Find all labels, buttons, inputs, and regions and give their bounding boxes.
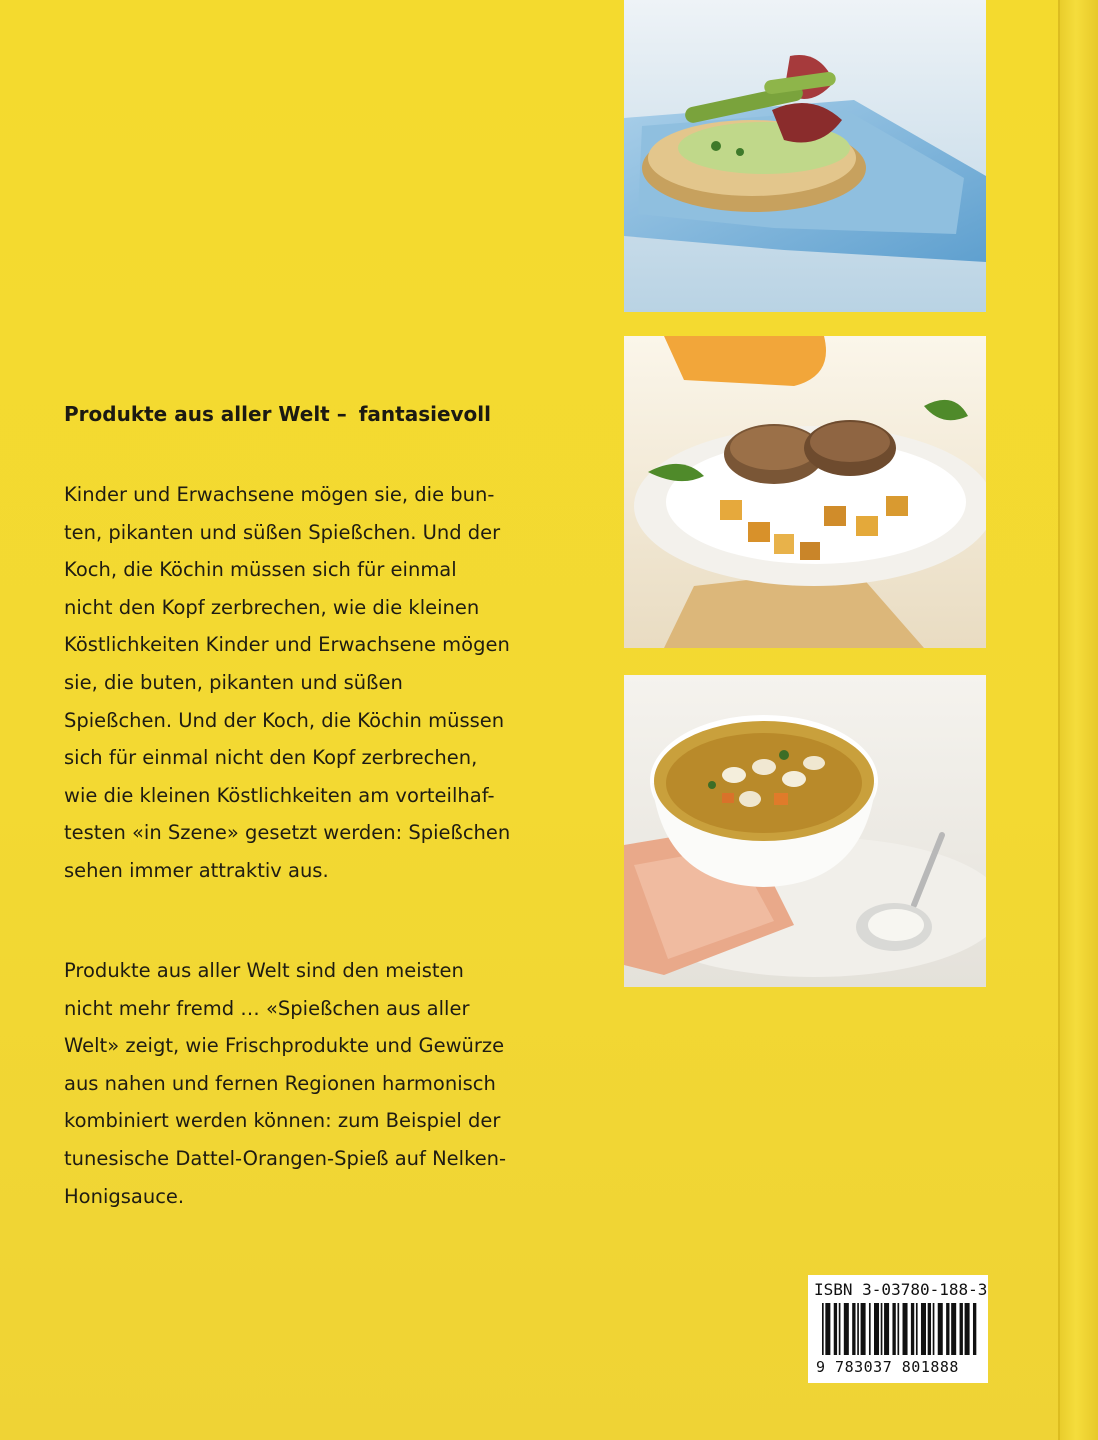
- cover-spine-edge: [1058, 0, 1098, 1440]
- barcode-bar: [874, 1303, 879, 1355]
- barcode-bar: [825, 1303, 830, 1355]
- barcode-bar: [946, 1303, 949, 1355]
- text-line: tunesische Dattel-Orangen-Spieß auf Nelken-: [64, 1146, 507, 1170]
- text-line: Spießchen. Und der Koch, die Köchin müssen: [64, 708, 505, 732]
- barcode-bar: [822, 1303, 824, 1355]
- text-line: testen «in Szene» gesetzt werden: Spießchen: [64, 821, 511, 845]
- text-line: Honigsauce.: [64, 1184, 185, 1208]
- heading-part-2: fantasievoll: [358, 402, 492, 426]
- barcode-bar: [960, 1303, 963, 1355]
- text-line: wie die kleinen Köstlichkeiten am vorteilhaf-: [64, 783, 495, 807]
- text-line: sich für einmal nicht den Kopf zerbrechen,: [64, 746, 478, 770]
- barcode-bar: [834, 1303, 837, 1355]
- barcode-bar: [881, 1303, 883, 1355]
- text-line: sie, die buten, pikanten und süßen: [64, 670, 403, 694]
- barcode-bar: [921, 1303, 926, 1355]
- barcode-bar: [938, 1303, 943, 1355]
- text-line: Koch, die Köchin müssen sich für einmal: [64, 558, 457, 582]
- barcode-bar: [951, 1303, 956, 1355]
- barcode-digits: 9 783037 801888: [816, 1358, 959, 1376]
- bean-soup-photo: [624, 675, 986, 987]
- paragraph-products: [64, 952, 584, 1215]
- text-line: kombiniert werden können: zum Beispiel der: [64, 1109, 501, 1133]
- medallions-potatoes-photo: [624, 336, 986, 648]
- text-line: Produkte aus aller Welt sind den meisten: [64, 959, 464, 982]
- text-line: nicht den Kopf zerbrechen, wie die kleinen: [64, 595, 480, 619]
- isbn-barcode-label: [808, 1275, 988, 1383]
- text-line: Kinder und Erwachsene mögen sie, die bun-: [64, 483, 495, 506]
- barcode-bar: [844, 1303, 849, 1355]
- text-line: ten, pikanten und süßen Spießchen. Und der: [64, 520, 501, 544]
- barcode-bar: [861, 1303, 866, 1355]
- text-line: Welt» zeigt, wie Frischprodukte und Gewürze: [64, 1034, 505, 1058]
- text-line: Köstlichkeiten Kinder und Erwachsene mögen: [64, 633, 510, 657]
- barcode-bar: [973, 1303, 976, 1355]
- bruschetta-asparagus-photo: [624, 0, 986, 312]
- barcode-bar: [903, 1303, 908, 1355]
- barcode-bar: [869, 1303, 871, 1355]
- barcode-bar: [916, 1303, 918, 1355]
- barcode-bar: [928, 1303, 931, 1355]
- text-line: sehen immer attraktiv aus.: [64, 858, 329, 882]
- text-line: aus nahen und fernen Regionen harmonisch: [64, 1071, 496, 1095]
- barcode-bar: [839, 1303, 841, 1355]
- paragraph-intro: [64, 476, 584, 890]
- barcode-bar: [911, 1303, 914, 1355]
- section-heading: [64, 402, 604, 426]
- barcode-bar: [933, 1303, 935, 1355]
- text-line: nicht mehr fremd … «Spießchen aus aller: [64, 996, 470, 1020]
- barcode-bar: [897, 1303, 899, 1355]
- barcode-bar: [892, 1303, 895, 1355]
- barcode-icon: [822, 1303, 978, 1355]
- barcode-bar: [857, 1303, 859, 1355]
- isbn-number: ISBN 3-03780-188-3: [814, 1280, 988, 1299]
- barcode-bar: [852, 1303, 855, 1355]
- heading-part-1: Produkte aus aller Welt –: [64, 402, 347, 426]
- barcode-bar: [884, 1303, 889, 1355]
- barcode-bar: [965, 1303, 970, 1355]
